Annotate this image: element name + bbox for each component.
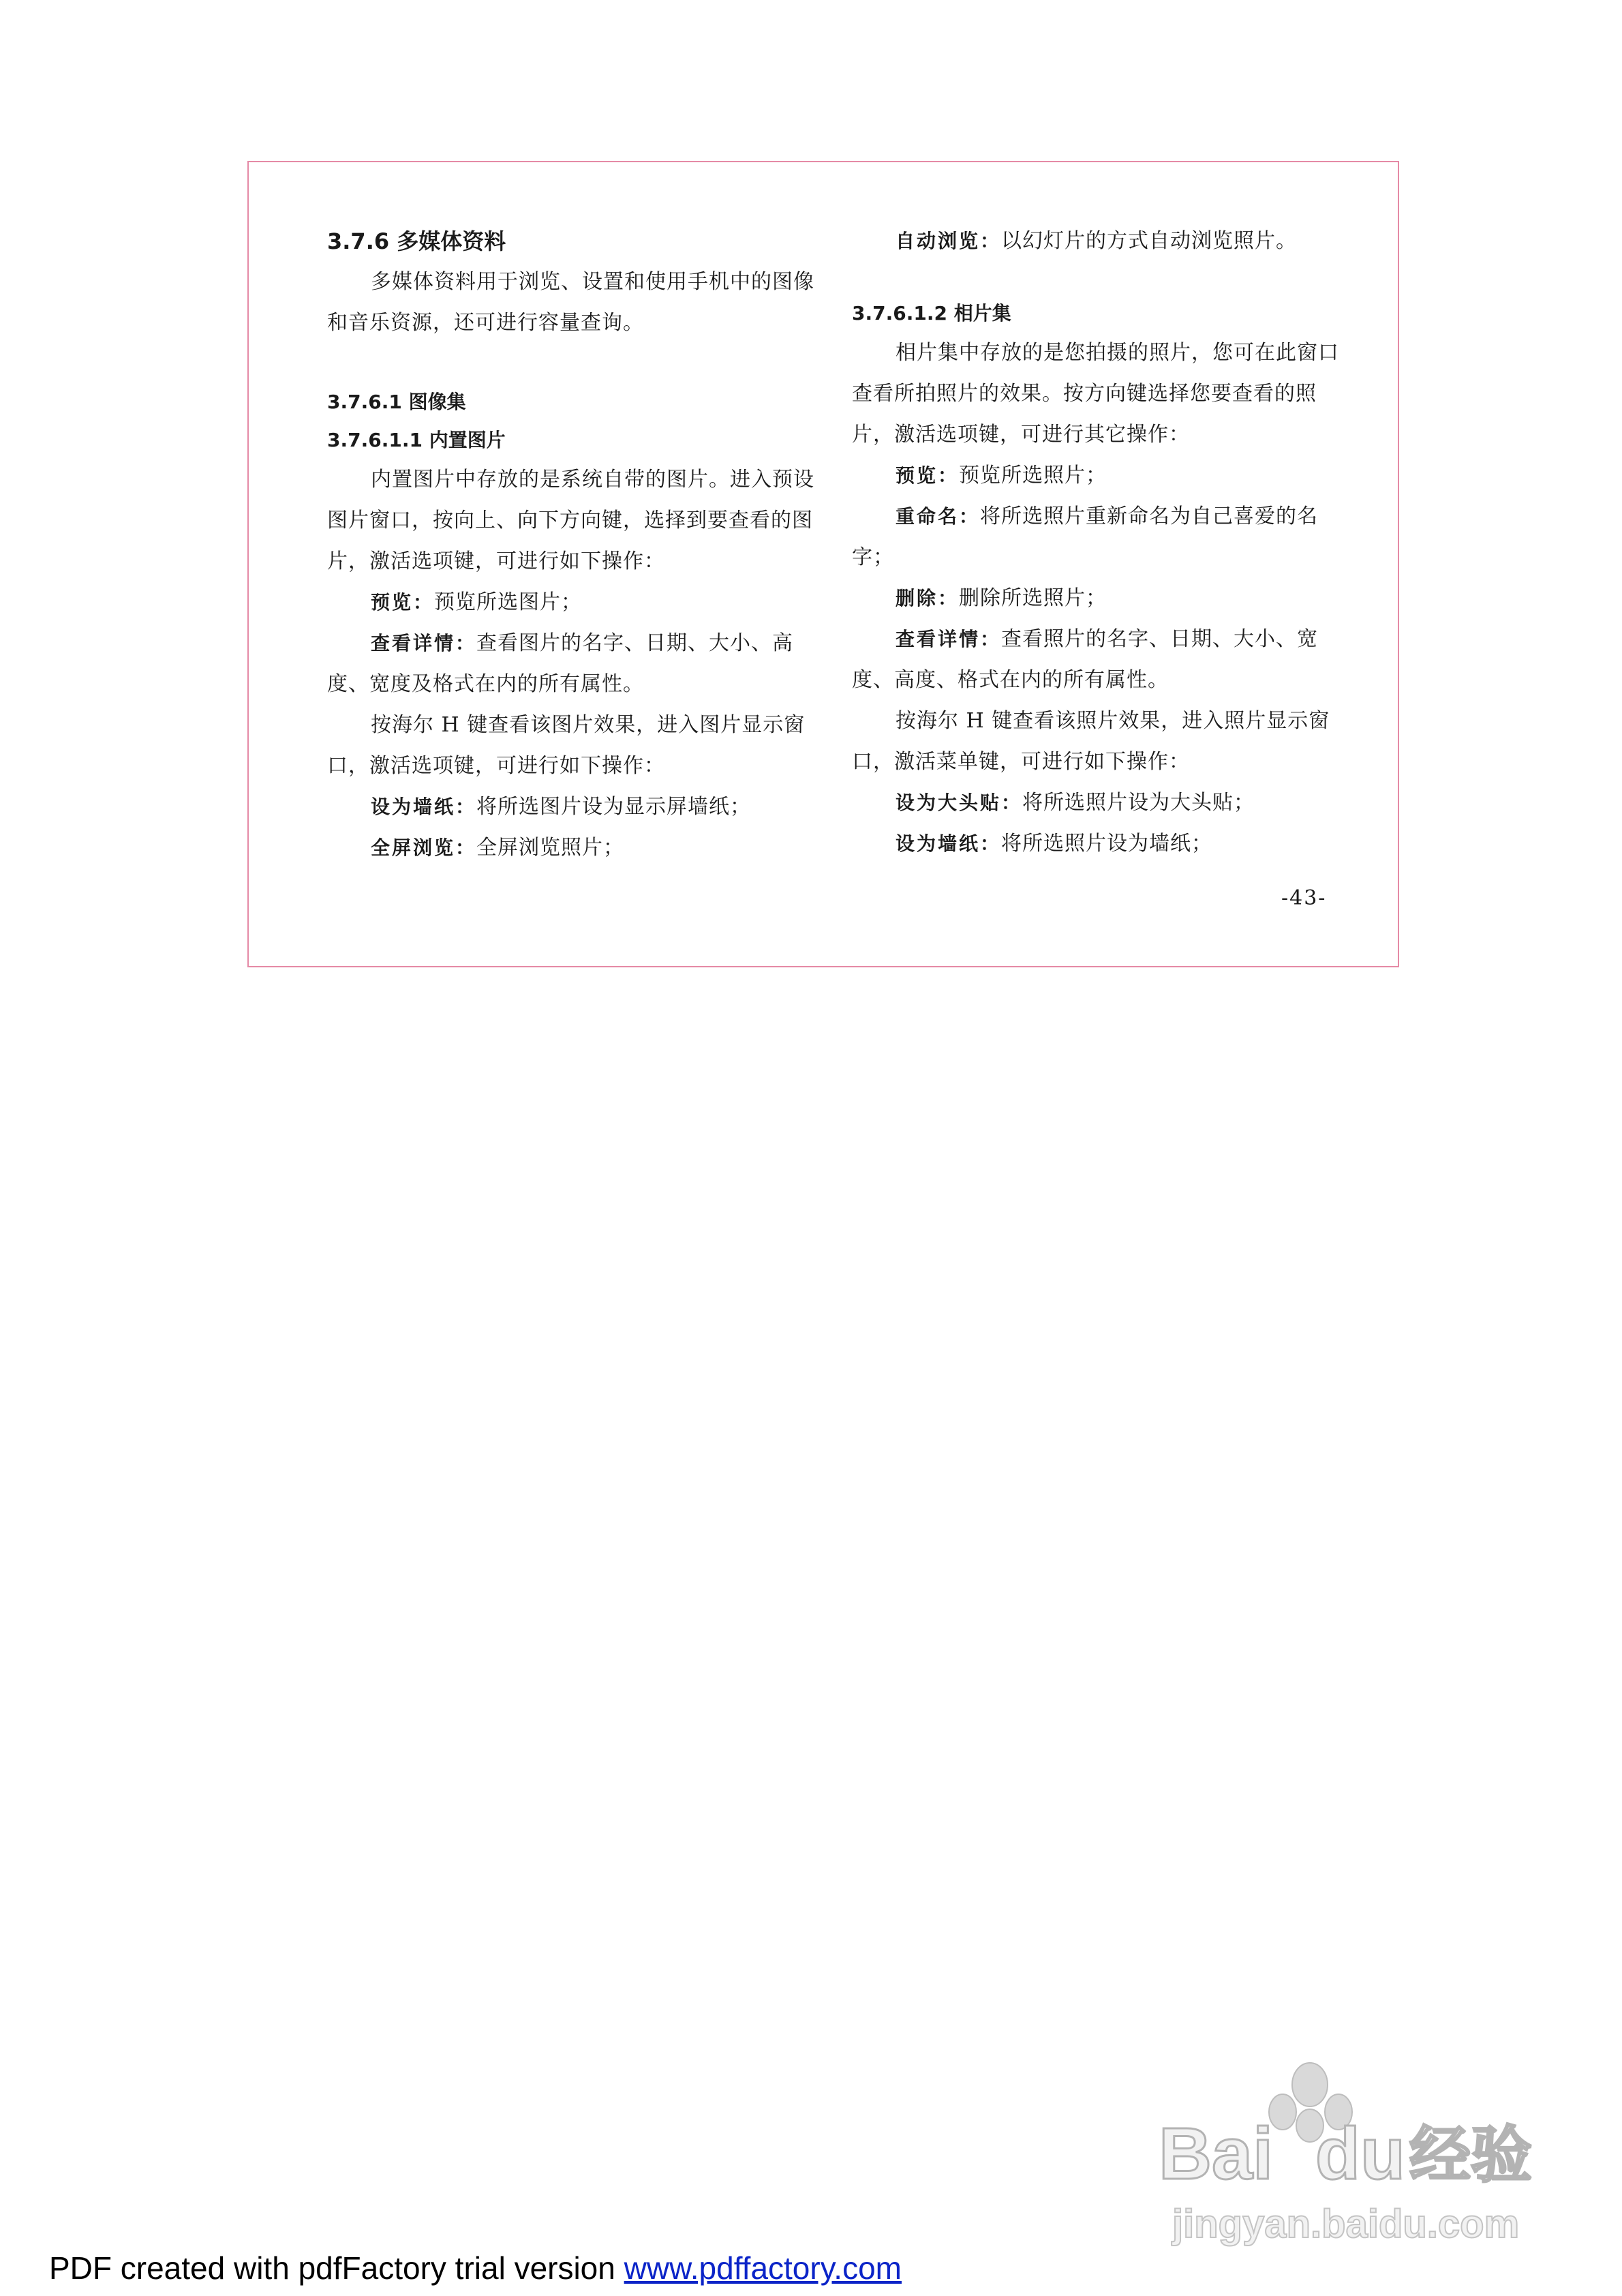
builtin-intro: 内置图片中存放的是系统自带的图片。进入预设图片窗口，按向上、向下方向键，选择到要查看的图片，激活选项键，可进行如下操作： [327,468,814,573]
op-desc: 删除所选照片； [959,586,1107,610]
op-term: 删除： [896,587,960,609]
op-desc: 将所选图片设为显示屏墙纸； [476,795,752,819]
builtin-h-op-fullscreen [327,828,818,868]
op-desc: 全屏浏览照片； [476,836,625,860]
baidu-jingyan-watermark [1131,2059,1554,2250]
watermark-cn: 经验 [1409,2119,1532,2191]
op-term: 预览： [371,591,435,614]
album-op-preview [852,455,1343,496]
album-op-details [852,619,1343,701]
builtin-heading: 3.7.6.1.1 内置图片 [327,429,506,451]
watermark-url: jingyan.baidu.com [1172,2202,1520,2246]
op-term: 设为墙纸： [371,796,477,818]
builtin-op-details [327,623,818,705]
gallery-heading: 3.7.6.1 图像集 [327,391,466,413]
builtin-op-preview [327,582,818,623]
section-intro: 多媒体资料用于浏览、设置和使用手机中的图像和音乐资源，还可进行容量查询。 [327,270,814,335]
album-op-rename [852,496,1343,578]
op-term: 重命名： [896,505,981,528]
left-column [327,205,818,868]
op-desc: 将所选照片设为大头贴； [1022,791,1255,815]
op-term: 设为大头贴： [896,791,1023,814]
op-desc: 查看图片的名字、日期、大小、高度、宽度及格式在内的所有属性。 [327,631,794,696]
album-heading: 3.7.6.1.2 相片集 [852,302,1011,324]
builtin-h-key-text: 按海尔 H 键查看该图片效果，进入图片显示窗口，激活选项键，可进行如下操作： [327,713,806,778]
op-term: 自动浏览： [896,230,1002,252]
op-desc: 预览所选图片； [434,590,583,614]
builtin-h-op-slideshow [852,221,1343,262]
op-term: 查看详情： [371,632,477,654]
op-term: 全屏浏览： [371,836,477,859]
op-desc: 以幻灯片的方式自动浏览照片。 [1001,229,1298,253]
album-h-op-wallpaper [852,824,1343,864]
op-desc: 将所选照片重新命名为自己喜爱的名字； [852,504,1319,569]
pdf-footer [49,2250,902,2286]
op-term: 预览： [896,464,960,487]
album-intro: 相片集中存放的是您拍摄的照片，您可在此窗口查看所拍照片的效果。按方向键选择您要查看的照片，激活选项键，可进行其它操作： [852,341,1339,447]
section-heading: 3.7.6 多媒体资料 [327,228,506,254]
right-column [852,205,1343,864]
op-desc: 预览所选照片； [959,464,1107,487]
op-desc: 将所选照片设为墙纸； [1001,832,1213,856]
album-h-op-sticker [852,783,1343,824]
watermark-brand: Bai [1159,2112,1274,2194]
op-desc: 查看照片的名字、日期、大小、宽度、高度、格式在内的所有属性。 [852,627,1319,692]
op-term: 查看详情： [896,628,1002,650]
footer-link[interactable]: www.pdffactory.com [624,2250,902,2286]
watermark-brand-2: du [1315,2112,1405,2194]
album-h-key-text: 按海尔 H 键查看该照片效果，进入照片显示窗口，激活菜单键，可进行如下操作： [852,709,1330,774]
album-op-delete [852,578,1343,619]
op-term: 设为墙纸： [896,832,1002,855]
page-number: -43- [1281,886,1327,910]
builtin-h-op-wallpaper [327,787,818,828]
footer-text: PDF created with pdfFactory trial version [49,2250,624,2286]
